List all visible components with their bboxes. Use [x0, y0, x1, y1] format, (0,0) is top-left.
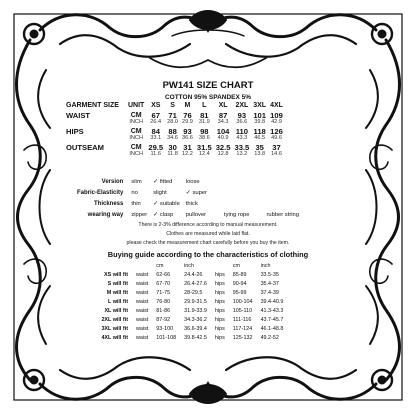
option-text: tying rope [223, 211, 250, 218]
option [183, 198, 210, 209]
part-cell: waist [136, 272, 149, 279]
cm-cell: 111-116 [232, 316, 252, 323]
option [252, 209, 302, 220]
option-text: slim [131, 178, 142, 185]
measurement-note: Clothes are measured while laid flat. [166, 231, 250, 237]
part-cell: waist [136, 307, 149, 314]
measurement-note: There is 2-3% difference according to manual measurement. [138, 222, 278, 228]
guide-row [78, 324, 287, 333]
part-cell: hips [214, 316, 225, 323]
option-text: pullover [185, 211, 207, 218]
checkmark-icon: ✓ [185, 190, 191, 196]
option-text: clasp [159, 212, 174, 218]
value-cell: 126 [270, 127, 283, 136]
option-text: thick [185, 200, 198, 207]
value-cell: 118 [253, 127, 266, 136]
part-cell: waist [136, 281, 149, 288]
value-cell: 46.5 [254, 135, 266, 141]
outseam-inch-row [64, 151, 285, 158]
value-cell: 29.9 [182, 119, 193, 125]
value-cell: 110 [235, 127, 248, 136]
inch-cell: 39.8-42.5 [184, 334, 207, 341]
inch-cell: 35.4-37 [260, 281, 279, 288]
part-cell: hips [214, 325, 225, 332]
value-cell: 13.8 [254, 151, 266, 157]
value-cell: 98 [200, 127, 209, 136]
part-cell: hips [214, 281, 225, 288]
option-text: fitted [159, 179, 173, 185]
measure-label: HIPS [66, 127, 84, 136]
buying-guide-title: Buying guide according to the characteristics of clothing [107, 250, 309, 259]
option-text: zipper [131, 211, 148, 218]
measure-label: OUTSEAM [66, 143, 104, 152]
value-cell: 36.6 [182, 135, 193, 141]
guide-row [78, 271, 287, 280]
value-cell: 38.6 [198, 135, 210, 141]
value-cell: 93 [237, 111, 247, 120]
cm-cell: 87-92 [156, 316, 171, 323]
cm-cell: 117-124 [232, 325, 253, 332]
value-cell: 84 [151, 127, 160, 136]
inch-cell: 28-29.5 [184, 290, 203, 297]
inch-cell: 49.2-52 [260, 334, 279, 341]
waist-cm-row [64, 110, 285, 119]
guide-row [78, 315, 287, 324]
fit-label: S will fit [107, 281, 128, 288]
value-cell: 101 [253, 111, 266, 120]
measure-label: WAIST [66, 111, 91, 120]
unit-label: UNIT [128, 102, 145, 109]
property-label: Version [101, 178, 124, 185]
cm-cell: 85-89 [232, 272, 247, 279]
value-cell: 43.3 [236, 135, 248, 141]
inch-cell: 46.1-48.8 [260, 325, 284, 332]
checkmark-icon: ✓ [153, 201, 159, 207]
option [183, 176, 210, 187]
garment-size-label: GARMENT SIZE [66, 102, 119, 109]
value-cell: 109 [270, 111, 283, 120]
value-cell: 87 [218, 111, 228, 120]
value-cell: 11.6 [150, 151, 161, 157]
option-text: super [192, 190, 207, 196]
part-cell: hips [214, 290, 225, 297]
value-cell: 29.5 [148, 143, 164, 152]
value-cell: 12.4 [198, 151, 210, 157]
property-row [74, 176, 302, 187]
option [183, 187, 210, 198]
option [128, 209, 150, 220]
size-label: M [184, 102, 191, 109]
value-cell: 93 [183, 127, 192, 136]
fit-label: 2XL will fit [101, 316, 128, 323]
value-cell: 31.5 [196, 143, 212, 152]
inch-cell: 41.3-43.3 [260, 307, 284, 314]
cm-cell: 101-108 [156, 334, 177, 341]
unit-cell: INCH [129, 151, 144, 157]
guide-row [78, 289, 287, 298]
size-label: S [170, 102, 175, 109]
part-cell: hips [214, 272, 225, 279]
fabric-composition: COTTON 95% SPANDEX 5% [164, 94, 252, 101]
value-cell: 31 [183, 143, 192, 152]
guide-row [78, 280, 287, 289]
size-label: XS [151, 102, 161, 109]
value-cell: 49.6 [271, 135, 282, 141]
option [128, 187, 150, 198]
size-label: XL [218, 102, 228, 109]
part-cell: hips [214, 299, 225, 305]
fit-label: XS will fit [104, 272, 128, 279]
checkmark-icon: ✓ [153, 179, 159, 185]
outseam-cm-row [64, 142, 285, 151]
option-text: thin [131, 200, 141, 207]
value-cell: 26.4 [150, 119, 162, 125]
value-cell: 12.2 [182, 151, 193, 157]
cm-cell: 125-132 [232, 334, 253, 341]
part-cell: hips [214, 307, 225, 314]
property-label: Thickness [94, 200, 124, 207]
option-text: no [131, 189, 138, 196]
option-text: rubber string [266, 211, 299, 218]
chart-title: PW141 SIZE CHART [162, 80, 254, 91]
option [150, 176, 183, 187]
hips-inch-row [64, 135, 285, 142]
cm-cell: 105-110 [232, 307, 253, 314]
value-cell: 35 [255, 143, 264, 152]
size-label: 4XL [270, 102, 283, 109]
unit-cell: CM [130, 128, 142, 135]
part-cell: waist [136, 299, 149, 305]
inch-cell: 37.4-39 [260, 290, 279, 297]
guide-row [78, 333, 287, 342]
part-cell: waist [136, 334, 149, 341]
inch-cell: 43.7-45.7 [260, 316, 284, 323]
value-cell: 81 [200, 111, 209, 120]
fit-label: 3XL will fit [101, 325, 128, 332]
value-cell: 14.6 [271, 151, 282, 157]
option [210, 209, 252, 220]
inch-cell: 36.6-39.4 [184, 325, 207, 332]
value-cell: 71 [168, 111, 177, 120]
value-cell: 13.2 [236, 151, 248, 157]
property-row [74, 198, 302, 209]
inch-header: inch [260, 263, 271, 270]
inch-cell: 29.9-31.5 [184, 299, 207, 305]
part-cell: waist [136, 290, 149, 297]
cm-cell: 90-94 [232, 281, 247, 288]
checkmark-icon: ✓ [153, 212, 159, 218]
value-cell: 36.6 [236, 119, 248, 125]
cm-cell: 67-70 [156, 281, 171, 288]
value-cell: 33.5 [234, 143, 250, 152]
option [128, 198, 150, 209]
unit-cell: CM [130, 144, 142, 151]
value-cell: 11.8 [167, 151, 178, 157]
part-cell: waist [136, 325, 149, 332]
cm-cell: 95-99 [232, 290, 247, 297]
fit-label: M will fit [106, 290, 128, 297]
value-cell: 12.8 [217, 151, 229, 157]
value-cell: 67 [151, 111, 160, 120]
part-cell: waist [136, 316, 149, 323]
guide-header-row [78, 262, 287, 271]
value-cell: 31.9 [198, 119, 210, 125]
option-text: suitable [159, 201, 180, 207]
inch-cell: 26.4-27.6 [184, 281, 207, 288]
buying-guide-table [78, 262, 287, 342]
option [150, 198, 183, 209]
measurement-note: please check the measurement chart carefully before you buy the item. [126, 240, 290, 246]
value-cell: 37 [272, 143, 281, 152]
option [183, 209, 210, 220]
inch-cell: 33.5-35 [260, 272, 279, 279]
cm-cell: 81-86 [156, 307, 171, 314]
option [150, 209, 183, 220]
inch-header: inch [184, 263, 194, 270]
value-cell: 88 [168, 127, 177, 136]
guide-row [78, 306, 287, 315]
cm-cell: 71-75 [156, 290, 171, 297]
fit-label: XL will fit [104, 307, 128, 314]
fit-label: L will fit [108, 299, 128, 305]
unit-cell: CM [130, 112, 142, 119]
option-text: slight [153, 189, 167, 196]
value-cell: 34.6 [167, 135, 179, 141]
value-cell: 30 [168, 143, 177, 152]
part-cell: hips [214, 334, 225, 341]
inch-cell: 31.9-33.9 [184, 307, 207, 314]
option [150, 187, 183, 198]
unit-cell: INCH [129, 119, 144, 125]
cm-header: cm [232, 263, 240, 270]
guide-row [78, 298, 287, 307]
inch-cell: 34.3-36.2 [184, 316, 207, 323]
size-label: 3XL [253, 102, 267, 109]
option-text: loose [185, 178, 200, 185]
waist-inch-row [64, 119, 285, 126]
value-cell: 104 [216, 127, 230, 136]
inch-cell: 24.4-26 [184, 272, 203, 279]
cm-cell: 62-66 [156, 272, 171, 279]
value-cell: 42.9 [271, 119, 282, 125]
value-cell: 28.0 [167, 119, 179, 125]
value-cell: 39.8 [254, 119, 266, 125]
property-label: Fabric-Elasticity [77, 189, 124, 196]
size-table [64, 102, 285, 158]
value-cell: 34.3 [217, 119, 229, 125]
property-row [74, 187, 302, 198]
property-row [74, 209, 302, 220]
value-cell: 76 [183, 111, 192, 120]
cm-header: cm [156, 263, 164, 270]
property-label: wearing way [87, 211, 124, 218]
size-label: L [202, 102, 207, 109]
value-cell: 32.5 [215, 143, 231, 152]
inch-cell: 39.4-40.9 [260, 299, 284, 305]
cm-cell: 100-104 [232, 299, 253, 305]
option [128, 176, 150, 187]
properties-table [74, 176, 302, 220]
size-header-row [64, 102, 285, 110]
size-label: 2XL [235, 102, 249, 109]
fit-label: 4XL will fit [101, 334, 128, 341]
cm-cell: 76-80 [156, 299, 171, 305]
hips-cm-row [64, 126, 285, 135]
value-cell: 40.9 [217, 135, 229, 141]
cm-cell: 93-100 [156, 325, 174, 332]
value-cell: 33.1 [150, 135, 162, 141]
unit-cell: INCH [129, 135, 144, 141]
